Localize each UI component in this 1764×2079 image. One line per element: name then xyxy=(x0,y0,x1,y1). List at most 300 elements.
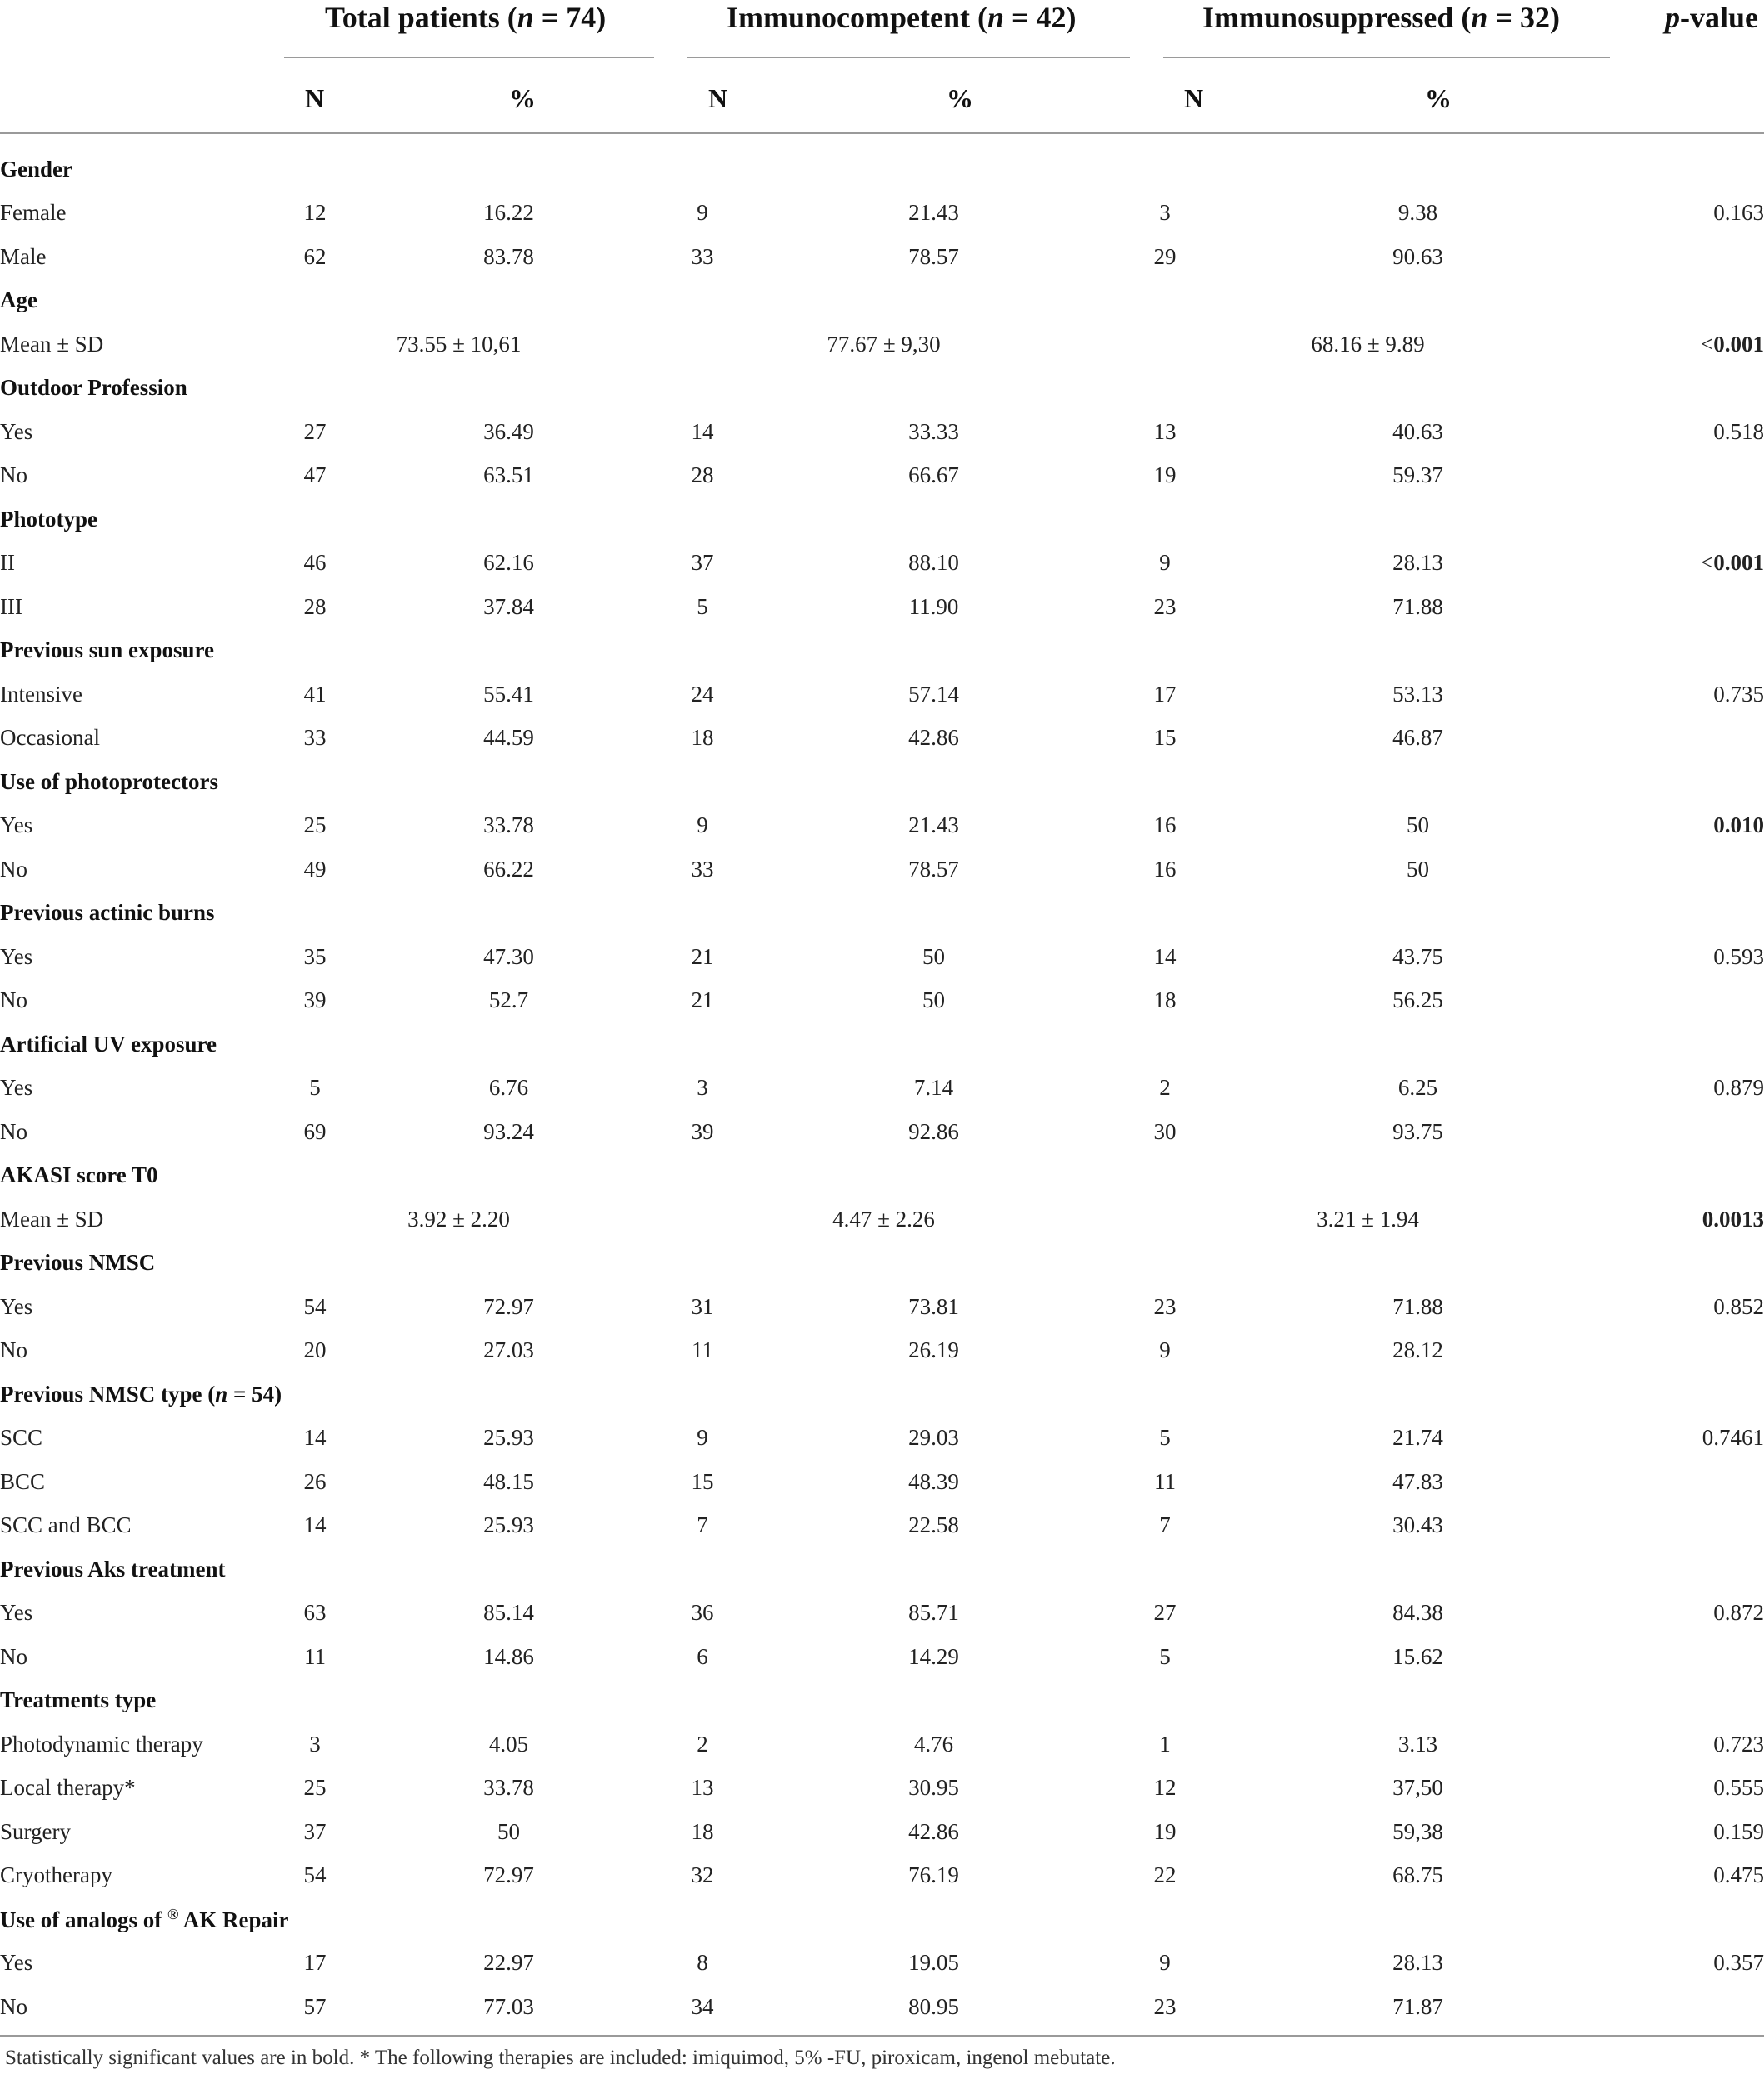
pct-immunocompetent: 42.86 xyxy=(908,725,959,751)
table-row xyxy=(0,979,1764,1023)
table-row xyxy=(0,192,1764,236)
p-value-cell: 0.163 xyxy=(1713,200,1764,226)
n-immunosuppressed: 15 xyxy=(1153,725,1177,751)
pct-immunocompetent: 7.14 xyxy=(913,1075,954,1101)
pct-immunocompetent: 50 xyxy=(922,943,945,969)
row-label: Yes xyxy=(0,1950,33,1976)
pct-immunosuppressed: 56.25 xyxy=(1392,987,1443,1013)
pct-immunosuppressed: 15.62 xyxy=(1392,1643,1443,1669)
section-row xyxy=(0,760,1764,804)
n-total: 57 xyxy=(303,1993,327,2019)
n-immunosuppressed: 7 xyxy=(1159,1512,1171,1538)
section-label: Treatments type xyxy=(0,1687,157,1713)
n-total: 63 xyxy=(303,1600,327,1626)
n-total: 11 xyxy=(304,1643,326,1669)
pct-immunosuppressed: 28.13 xyxy=(1392,1950,1443,1976)
pct-total: 33.78 xyxy=(483,812,534,838)
row-label: SCC and BCC xyxy=(0,1512,132,1538)
row-label: Male xyxy=(0,243,47,269)
n-total: 62 xyxy=(303,243,327,269)
n-immunocompetent: 13 xyxy=(691,1775,714,1801)
table-row xyxy=(0,847,1764,892)
n-immunocompetent: 28 xyxy=(691,462,714,488)
n-immunosuppressed: 9 xyxy=(1159,550,1171,576)
pct-immunosuppressed: 46.87 xyxy=(1392,725,1443,751)
pct-total: 48.15 xyxy=(483,1468,534,1494)
row-label: Surgery xyxy=(0,1818,71,1844)
row-label: Mean ± SD xyxy=(0,331,104,357)
pct-total: 14.86 xyxy=(483,1643,534,1669)
p-value-cell xyxy=(1621,1329,1764,1373)
pct-total: 93.24 xyxy=(483,1118,534,1144)
row-label: Yes xyxy=(0,418,33,444)
n-total: 54 xyxy=(303,1293,327,1319)
table-row xyxy=(0,1985,1764,2029)
pct-total: 33.78 xyxy=(483,1775,534,1801)
section-row xyxy=(0,497,1764,542)
table-row xyxy=(0,672,1764,717)
pct-immunocompetent: 92.86 xyxy=(908,1118,959,1144)
pct-immunocompetent: 48.39 xyxy=(908,1468,959,1494)
n-immunocompetent: 21 xyxy=(691,943,714,969)
n-total: 35 xyxy=(303,943,327,969)
pct-immunocompetent: 21.43 xyxy=(908,200,959,226)
p-value-cell: 0.518 xyxy=(1713,418,1764,444)
section-label: Previous NMSC xyxy=(0,1250,156,1276)
pct-immunocompetent: 21.43 xyxy=(908,812,959,838)
n-immunosuppressed: 3 xyxy=(1159,200,1171,226)
pct-immunocompetent: 73.81 xyxy=(908,1293,959,1319)
n-immunosuppressed: 12 xyxy=(1153,1775,1177,1801)
p-value-cell: <0.001 xyxy=(1701,550,1764,576)
n-total: 25 xyxy=(303,1775,327,1801)
n-immunocompetent: 37 xyxy=(691,550,714,576)
section-label: Artificial UV exposure xyxy=(0,1031,217,1057)
table-bottom-rule xyxy=(0,2035,1764,2037)
p-value-cell xyxy=(1621,1460,1764,1504)
pct-immunosuppressed: 71.88 xyxy=(1392,593,1443,619)
table-row xyxy=(0,717,1764,761)
n-total: 27 xyxy=(303,418,327,444)
n-immunocompetent: 33 xyxy=(691,856,714,882)
table-row xyxy=(0,322,1764,367)
row-label: Local therapy* xyxy=(0,1775,136,1801)
section-row xyxy=(0,1242,1764,1286)
n-immunosuppressed: 18 xyxy=(1153,987,1177,1013)
n-immunocompetent: 33 xyxy=(691,243,714,269)
section-row xyxy=(0,1154,1764,1198)
table-row xyxy=(0,804,1764,848)
pct-immunosuppressed: 50 xyxy=(1407,856,1429,882)
pct-immunosuppressed: 37,50 xyxy=(1392,1775,1443,1801)
section-label: Use of photoprotectors xyxy=(0,768,218,794)
mean-sd-immunocompetent: 4.47 ± 2.26 xyxy=(832,1206,935,1232)
n-immunosuppressed: 5 xyxy=(1159,1643,1171,1669)
pct-total: 55.41 xyxy=(483,681,534,707)
n-immunocompetent: 11 xyxy=(692,1337,713,1363)
section-label: Previous NMSC type (n = 54) xyxy=(0,1381,282,1407)
pct-immunocompetent: 33.33 xyxy=(908,418,959,444)
mean-sd-total: 73.55 ± 10,61 xyxy=(396,331,522,357)
n-total: 20 xyxy=(303,1337,327,1363)
pct-immunocompetent: 50 xyxy=(922,987,945,1013)
table-row xyxy=(0,1067,1764,1111)
n-immunosuppressed: 23 xyxy=(1153,1993,1177,2019)
section-label: Phototype xyxy=(0,506,97,532)
pct-total: 22.97 xyxy=(483,1950,534,1976)
section-label: Previous Aks treatment xyxy=(0,1556,226,1582)
section-row xyxy=(0,1547,1764,1592)
p-value-cell: 0.0013 xyxy=(1702,1206,1764,1232)
n-immunocompetent: 36 xyxy=(691,1600,714,1626)
n-immunocompetent: 39 xyxy=(691,1118,714,1144)
n-immunosuppressed: 22 xyxy=(1153,1862,1177,1888)
pct-immunosuppressed: 43.75 xyxy=(1392,943,1443,969)
subheader-pct-immunosuppressed: % xyxy=(1425,83,1452,113)
header-bottom-rule xyxy=(0,132,1764,134)
n-immunosuppressed: 14 xyxy=(1153,943,1177,969)
p-value-cell: 0.7461 xyxy=(1702,1425,1764,1451)
subheader-n-immunocompetent: N xyxy=(708,83,728,113)
table-row xyxy=(0,1285,1764,1329)
table-row xyxy=(0,1504,1764,1548)
row-label: No xyxy=(0,1337,27,1363)
pct-immunosuppressed: 93.75 xyxy=(1392,1118,1443,1144)
mean-sd-immunosuppressed: 3.21 ± 1.94 xyxy=(1317,1206,1419,1232)
header-immunosuppressed: Immunosuppressed (n = 32) xyxy=(1202,1,1560,34)
n-immunocompetent: 6 xyxy=(697,1643,708,1669)
n-immunocompetent: 2 xyxy=(697,1731,708,1757)
section-label: Gender xyxy=(0,156,72,182)
pct-immunosuppressed: 71.87 xyxy=(1392,1993,1443,2019)
pct-total: 4.05 xyxy=(488,1731,529,1757)
section-label: Use of analogs of ® AK Repair xyxy=(0,1905,289,1932)
mean-sd-immunocompetent: 77.67 ± 9,30 xyxy=(827,331,941,357)
pct-total: 6.76 xyxy=(488,1075,529,1101)
pct-total: 52.7 xyxy=(488,987,529,1013)
n-immunosuppressed: 2 xyxy=(1159,1075,1171,1101)
section-row xyxy=(0,279,1764,323)
row-label: No xyxy=(0,987,27,1013)
table-row xyxy=(0,1767,1764,1811)
p-value-cell: 0.357 xyxy=(1713,1950,1764,1976)
pct-total: 63.51 xyxy=(483,462,534,488)
n-immunocompetent: 5 xyxy=(697,593,708,619)
n-immunocompetent: 34 xyxy=(691,1993,714,2019)
section-row xyxy=(0,629,1764,673)
table-row xyxy=(0,454,1764,498)
pct-immunosuppressed: 71.88 xyxy=(1392,1293,1443,1319)
n-total: 3 xyxy=(309,1731,321,1757)
pct-total: 72.97 xyxy=(483,1862,534,1888)
n-immunocompetent: 9 xyxy=(697,812,708,838)
section-row xyxy=(0,1679,1764,1723)
row-label: Photodynamic therapy xyxy=(0,1731,203,1757)
pct-immunosuppressed: 30.43 xyxy=(1392,1512,1443,1538)
pct-immunosuppressed: 28.13 xyxy=(1392,550,1443,576)
n-immunosuppressed: 30 xyxy=(1153,1118,1177,1144)
p-value-cell xyxy=(1621,979,1764,1023)
n-total: 12 xyxy=(303,200,327,226)
pct-immunocompetent: 76.19 xyxy=(908,1862,959,1888)
pct-immunosuppressed: 28.12 xyxy=(1392,1337,1443,1363)
pct-immunosuppressed: 9.38 xyxy=(1397,200,1438,226)
pct-immunosuppressed: 68.75 xyxy=(1392,1862,1443,1888)
p-value-cell: 0.555 xyxy=(1713,1775,1764,1801)
p-value-cell xyxy=(1621,454,1764,498)
n-total: 69 xyxy=(303,1118,327,1144)
pct-immunosuppressed: 59,38 xyxy=(1392,1818,1443,1844)
section-row xyxy=(0,367,1764,411)
header-total-patients: Total patients (n = 74) xyxy=(325,1,607,34)
row-label: Yes xyxy=(0,812,33,838)
pct-immunosuppressed: 59.37 xyxy=(1392,462,1443,488)
n-total: 28 xyxy=(303,593,327,619)
pct-immunosuppressed: 3.13 xyxy=(1397,1731,1438,1757)
section-label: Outdoor Profession xyxy=(0,375,187,401)
pct-immunosuppressed: 6.25 xyxy=(1397,1075,1438,1101)
row-label: Yes xyxy=(0,1293,33,1319)
n-total: 25 xyxy=(303,812,327,838)
p-value-cell: 0.010 xyxy=(1713,812,1764,838)
pct-immunocompetent: 4.76 xyxy=(913,1731,954,1757)
pct-immunocompetent: 78.57 xyxy=(908,243,959,269)
row-label: III xyxy=(0,593,22,619)
p-value-cell: 0.852 xyxy=(1713,1293,1764,1319)
row-label: BCC xyxy=(0,1468,46,1494)
table-row xyxy=(0,410,1764,454)
table-row xyxy=(0,235,1764,279)
section-row xyxy=(0,147,1764,192)
row-label: Yes xyxy=(0,943,33,969)
p-value-cell xyxy=(1621,1504,1764,1548)
n-immunocompetent: 15 xyxy=(691,1468,714,1494)
pct-immunocompetent: 78.57 xyxy=(908,856,959,882)
section-label: Age xyxy=(0,287,37,313)
row-label: Female xyxy=(0,200,67,226)
row-label: Occasional xyxy=(0,725,100,751)
n-immunocompetent: 3 xyxy=(697,1075,708,1101)
p-value-cell xyxy=(1621,1110,1764,1154)
p-value-cell: <0.001 xyxy=(1701,331,1764,357)
n-immunocompetent: 18 xyxy=(691,725,714,751)
section-row xyxy=(0,892,1764,936)
header-immunocompetent: Immunocompetent (n = 42) xyxy=(727,1,1077,34)
row-label: Yes xyxy=(0,1600,33,1626)
pct-total: 85.14 xyxy=(483,1600,534,1626)
header-rule-immunosuppressed xyxy=(1163,57,1610,58)
n-immunosuppressed: 19 xyxy=(1153,1818,1177,1844)
n-immunosuppressed: 23 xyxy=(1153,593,1177,619)
table-row xyxy=(0,1110,1764,1154)
table-row xyxy=(0,1722,1764,1767)
pct-immunosuppressed: 53.13 xyxy=(1392,681,1443,707)
subheader-n-total: N xyxy=(305,83,325,113)
header-rule-immunocompetent xyxy=(687,57,1130,58)
p-value-cell: 0.593 xyxy=(1713,943,1764,969)
pct-immunocompetent: 19.05 xyxy=(908,1950,959,1976)
n-total: 17 xyxy=(303,1950,327,1976)
p-value-cell: 0.159 xyxy=(1713,1818,1764,1844)
p-value-cell: 0.723 xyxy=(1713,1731,1764,1757)
pct-total: 16.22 xyxy=(483,200,534,226)
pct-immunocompetent: 42.86 xyxy=(908,1818,959,1844)
pct-immunocompetent: 11.90 xyxy=(908,593,959,619)
p-value-cell xyxy=(1621,847,1764,892)
row-label: Intensive xyxy=(0,681,82,707)
table-row xyxy=(0,1942,1764,1986)
n-immunocompetent: 8 xyxy=(697,1950,708,1976)
n-immunocompetent: 9 xyxy=(697,200,708,226)
pct-total: 66.22 xyxy=(483,856,534,882)
n-immunosuppressed: 13 xyxy=(1153,418,1177,444)
pct-total: 72.97 xyxy=(483,1293,534,1319)
pct-immunocompetent: 14.29 xyxy=(908,1643,959,1669)
p-value-cell xyxy=(1621,1635,1764,1679)
n-immunocompetent: 21 xyxy=(691,987,714,1013)
n-total: 49 xyxy=(303,856,327,882)
p-value-cell: 0.872 xyxy=(1713,1600,1764,1626)
pct-total: 25.93 xyxy=(483,1425,534,1451)
row-label: No xyxy=(0,1643,27,1669)
p-value-cell xyxy=(1621,235,1764,279)
n-immunocompetent: 18 xyxy=(691,1818,714,1844)
n-immunosuppressed: 23 xyxy=(1153,1293,1177,1319)
pct-immunosuppressed: 47.83 xyxy=(1392,1468,1443,1494)
section-row xyxy=(0,1022,1764,1067)
row-label: No xyxy=(0,462,27,488)
n-total: 47 xyxy=(303,462,327,488)
n-immunocompetent: 24 xyxy=(691,681,714,707)
pct-total: 50 xyxy=(497,1818,520,1844)
table-row xyxy=(0,542,1764,586)
row-label: SCC xyxy=(0,1425,43,1451)
n-immunocompetent: 32 xyxy=(691,1862,714,1888)
p-value-cell xyxy=(1621,1985,1764,2029)
pct-immunocompetent: 85.71 xyxy=(908,1600,959,1626)
n-total: 46 xyxy=(303,550,327,576)
n-immunosuppressed: 17 xyxy=(1153,681,1177,707)
n-total: 54 xyxy=(303,1862,327,1888)
pct-immunocompetent: 30.95 xyxy=(908,1775,959,1801)
table-row xyxy=(0,1854,1764,1898)
pct-immunosuppressed: 84.38 xyxy=(1392,1600,1443,1626)
table-row xyxy=(0,1197,1764,1242)
table-row xyxy=(0,1810,1764,1854)
subheader-n-immunosuppressed: N xyxy=(1184,83,1204,113)
p-value-cell: 0.879 xyxy=(1713,1075,1764,1101)
section-row xyxy=(0,1372,1764,1417)
table-row xyxy=(0,1592,1764,1636)
pct-immunocompetent: 22.58 xyxy=(908,1512,959,1538)
n-total: 33 xyxy=(303,725,327,751)
n-immunosuppressed: 9 xyxy=(1159,1950,1171,1976)
table-row xyxy=(0,1635,1764,1679)
mean-sd-immunosuppressed: 68.16 ± 9.89 xyxy=(1311,331,1425,357)
table-row xyxy=(0,935,1764,979)
n-immunosuppressed: 5 xyxy=(1159,1425,1171,1451)
section-label: Previous actinic burns xyxy=(0,900,215,926)
subheader-pct-total: % xyxy=(509,83,536,113)
n-immunocompetent: 31 xyxy=(691,1293,714,1319)
pct-total: 36.49 xyxy=(483,418,534,444)
pct-total: 25.93 xyxy=(483,1512,534,1538)
n-immunosuppressed: 27 xyxy=(1153,1600,1177,1626)
n-immunosuppressed: 19 xyxy=(1153,462,1177,488)
pct-total: 47.30 xyxy=(483,943,534,969)
n-total: 41 xyxy=(303,681,327,707)
n-total: 14 xyxy=(303,1425,327,1451)
p-value-cell xyxy=(1621,717,1764,761)
table-footnote: Statistically significant values are in bold. * The following therapies are included: imiquimod, 5% -FU, piroxicam, ingenol mebutate. xyxy=(5,2047,1116,2069)
n-immunocompetent: 9 xyxy=(697,1425,708,1451)
n-immunosuppressed: 16 xyxy=(1153,856,1177,882)
row-label: Yes xyxy=(0,1075,33,1101)
pct-immunocompetent: 88.10 xyxy=(908,550,959,576)
subheader-pct-immunocompetent: % xyxy=(947,83,973,113)
n-immunosuppressed: 11 xyxy=(1154,1468,1176,1494)
p-value-cell xyxy=(1621,585,1764,629)
header-rule-total xyxy=(284,57,654,58)
row-label: No xyxy=(0,856,27,882)
n-total: 26 xyxy=(303,1468,327,1494)
n-total: 14 xyxy=(303,1512,327,1538)
pct-immunocompetent: 57.14 xyxy=(908,681,959,707)
n-total: 37 xyxy=(303,1818,327,1844)
pct-immunosuppressed: 21.74 xyxy=(1392,1425,1443,1451)
pct-immunocompetent: 66.67 xyxy=(908,462,959,488)
n-immunocompetent: 7 xyxy=(697,1512,708,1538)
row-label: No xyxy=(0,1118,27,1144)
patient-characteristics-table xyxy=(0,147,1764,2029)
table-row xyxy=(0,585,1764,629)
n-immunosuppressed: 1 xyxy=(1159,1731,1171,1757)
section-label: AKASI score T0 xyxy=(0,1162,158,1188)
pct-total: 83.78 xyxy=(483,243,534,269)
row-label: II xyxy=(0,550,15,576)
n-total: 39 xyxy=(303,987,327,1013)
n-total: 5 xyxy=(309,1075,321,1101)
pct-immunocompetent: 26.19 xyxy=(908,1337,959,1363)
pct-total: 62.16 xyxy=(483,550,534,576)
pct-total: 27.03 xyxy=(483,1337,534,1363)
section-row xyxy=(0,1897,1764,1942)
pct-immunocompetent: 80.95 xyxy=(908,1993,959,2019)
n-immunocompetent: 14 xyxy=(691,418,714,444)
row-label: Mean ± SD xyxy=(0,1206,104,1232)
n-immunosuppressed: 9 xyxy=(1159,1337,1171,1363)
n-immunosuppressed: 16 xyxy=(1153,812,1177,838)
row-label: No xyxy=(0,1993,27,2019)
table-row xyxy=(0,1460,1764,1504)
table-row xyxy=(0,1329,1764,1373)
pct-immunocompetent: 29.03 xyxy=(908,1425,959,1451)
pct-total: 37.84 xyxy=(483,593,534,619)
mean-sd-total: 3.92 ± 2.20 xyxy=(407,1206,510,1232)
section-label: Previous sun exposure xyxy=(0,637,215,663)
p-value-cell: 0.475 xyxy=(1713,1862,1764,1888)
pct-total: 77.03 xyxy=(483,1993,534,2019)
pct-total: 44.59 xyxy=(483,725,534,751)
p-value-cell: 0.735 xyxy=(1713,681,1764,707)
n-immunosuppressed: 29 xyxy=(1153,243,1177,269)
pct-immunosuppressed: 90.63 xyxy=(1392,243,1443,269)
header-p-value: p-value xyxy=(1665,1,1758,34)
row-label: Cryotherapy xyxy=(0,1862,112,1888)
table-row xyxy=(0,1417,1764,1461)
pct-immunosuppressed: 50 xyxy=(1407,812,1429,838)
pct-immunosuppressed: 40.63 xyxy=(1392,418,1443,444)
